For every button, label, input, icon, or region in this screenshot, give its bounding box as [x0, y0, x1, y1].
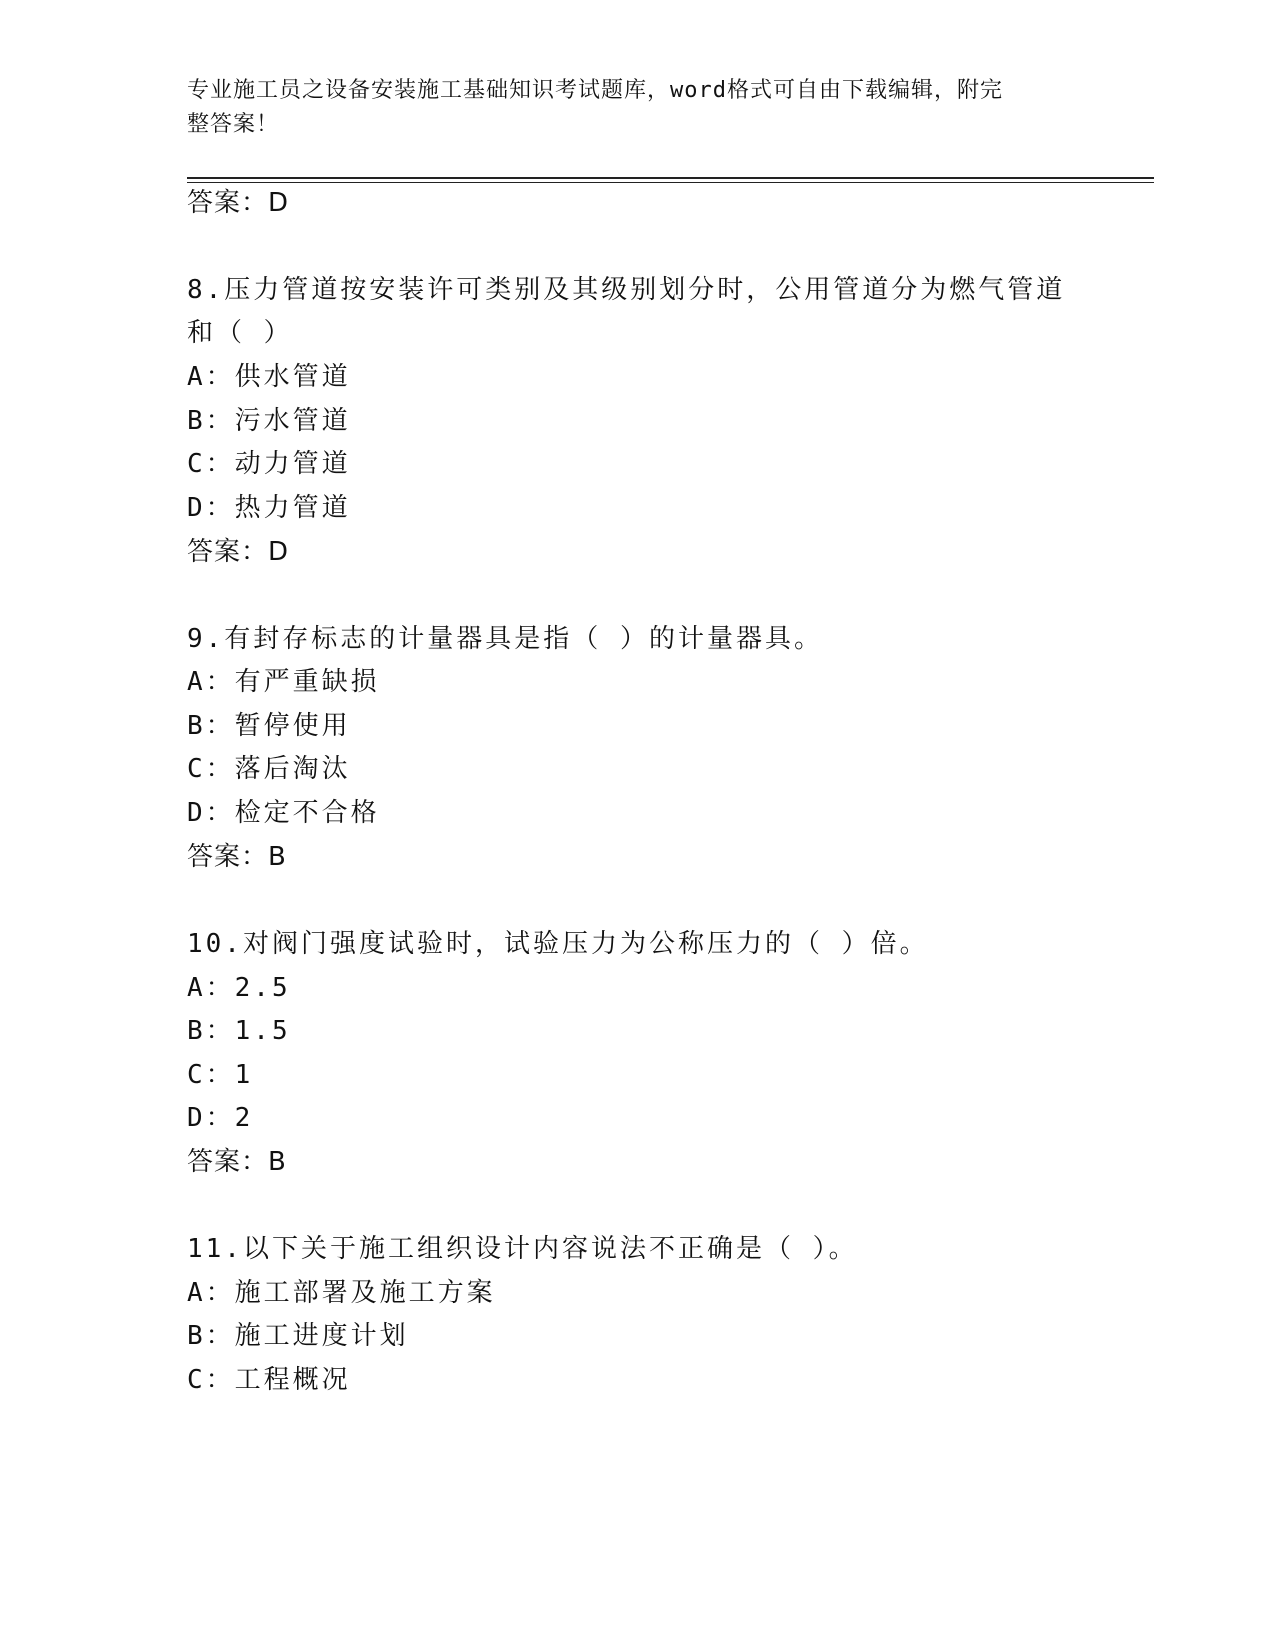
- question-9-answer: 答案：B: [187, 842, 287, 872]
- question-9-option-c: C：落后淘汰: [187, 754, 351, 784]
- previous-answer: 答案：D: [187, 188, 290, 218]
- question-9-option-b: B：暂停使用: [187, 711, 351, 741]
- question-8-stem-line-2: 和（ ）: [187, 318, 293, 348]
- header-divider-thick: [187, 177, 1154, 179]
- header-line-2: 整答案！: [187, 112, 280, 137]
- question-11-option-c: C：工程概况: [187, 1365, 351, 1395]
- question-8-stem-line-1: 8.压力管道按安装许可类别及其级别划分时，公用管道分为燃气管道: [187, 275, 1066, 305]
- question-11-option-b: B：施工进度计划: [187, 1321, 409, 1351]
- question-8-option-c: C：动力管道: [187, 449, 351, 479]
- question-10-option-d: D：2: [187, 1103, 254, 1133]
- header-line-1: 专业施工员之设备安装施工基础知识考试题库，word格式可自由下载编辑，附完: [187, 78, 1003, 103]
- question-8-answer: 答案：D: [187, 537, 290, 567]
- question-8-option-a: A：供水管道: [187, 362, 351, 392]
- question-9-stem: 9.有封存标志的计量器具是指（ ）的计量器具。: [187, 624, 823, 654]
- question-11-stem: 11.以下关于施工组织设计内容说法不正确是（ ）。: [187, 1234, 858, 1264]
- question-8-option-b: B：污水管道: [187, 406, 351, 436]
- question-10-option-b: B：1.5: [187, 1016, 291, 1046]
- question-8-option-d: D：热力管道: [187, 493, 351, 523]
- question-11-option-a: A：施工部署及施工方案: [187, 1278, 496, 1308]
- question-10-stem: 10.对阀门强度试验时，试验压力为公称压力的（ ）倍。: [187, 929, 929, 959]
- header-divider-thin: [187, 182, 1154, 183]
- question-10-option-a: A：2.5: [187, 973, 291, 1003]
- document-header: [187, 74, 1067, 142]
- question-10-option-c: C：1: [187, 1060, 254, 1090]
- question-10-answer: 答案：B: [187, 1147, 287, 1177]
- question-9-option-a: A：有严重缺损: [187, 667, 380, 697]
- question-9-option-d: D：检定不合格: [187, 798, 380, 828]
